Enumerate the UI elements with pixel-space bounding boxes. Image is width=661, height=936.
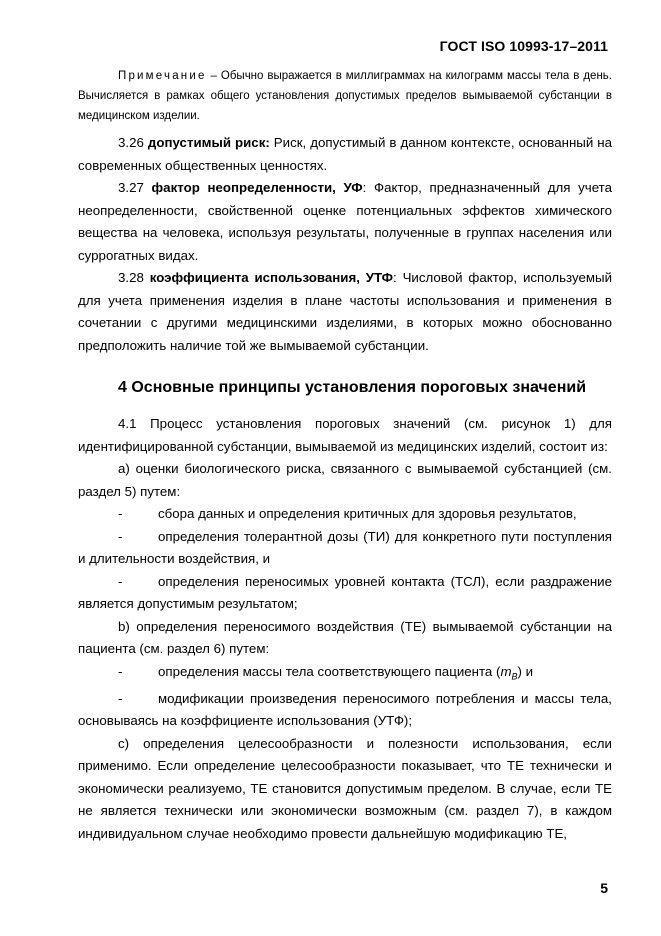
term-name: фактор неопределенности, УФ: [151, 180, 363, 195]
term-3-28: [78, 267, 612, 357]
dash-marker: -: [118, 573, 123, 589]
dash-marker: -: [118, 528, 123, 544]
note-text: – Обычно выражается в миллиграммах на килограмм массы тела в день. Вычисляется в рамках общего установления допустимых пределов вымываемой субстанции в медицинском изделии.: [78, 70, 612, 122]
list-item-text: определения массы тела соответствующего пациента (: [158, 663, 501, 679]
term-3-26: [78, 132, 612, 177]
term-3-27: [78, 177, 612, 267]
list-item: [78, 688, 612, 733]
item-b: b) определения переносимого воздействия (ТЕ) вымываемой субстанции на пациента (см. раздел 6) путем:: [78, 618, 612, 656]
list-item: [78, 661, 612, 688]
paragraph-4-1: 4.1 Процесс установления пороговых значений (см. рисунок 1) для идентифицированной субстанции, вымываемой из медицинских изделий, состоит из:: [78, 416, 612, 454]
term-definition: Риск, допустимый в данном контексте, основанный на современных общественных ценностях.: [78, 135, 613, 173]
list-item: [78, 503, 612, 526]
list-item: [78, 526, 612, 571]
list-item-text: сбора данных и определения критичных для здоровья результатов,: [158, 506, 577, 521]
dash-marker: -: [118, 506, 123, 521]
term-number: 3.28: [118, 270, 150, 285]
page-number: 5: [600, 880, 608, 896]
document-id: ГОСТ ISO 10993-17–2011: [439, 38, 608, 54]
list-item-text: модификации произведения переносимого потребления и массы тела, основываясь на коэффициенте использования (УТФ);: [78, 690, 612, 729]
term-definition: : Фактор, предназначенный для учета неопределенности, свойственной оценке потенциальных эффектов химического вещества на человека, используя результаты, полученные в группах населения или суррогатных видах.: [78, 180, 612, 263]
note-paragraph: [78, 66, 612, 126]
term-name: допустимый риск:: [147, 135, 270, 150]
note-label: Примечание: [118, 70, 207, 82]
item-c: с) определения целесообразности и полезности использования, если применимо. Если определение целесообразности показывает, что ТЕ технически и экономически реализуемо, ТЕ становится допустимым пределом. В случае, если ТЕ не является технически или экономически возможным (см. раздел 7), в каждом индивидуальном случае необходимо провести дальнейшую модификацию ТЕ,: [78, 735, 612, 841]
item-a: а) оценки биологического риска, связанного с вымываемой субстанцией (см. раздел 5) путем:: [78, 461, 612, 499]
variable-m: m: [500, 663, 512, 679]
list-item: [78, 571, 612, 616]
list-item-text: определения толерантной дозы (ТИ) для конкретного пути поступления и длительности воздействия, и: [78, 528, 612, 566]
list-item-text: определения переносимых уровней контакта (ТСЛ), если раздражение является допустимым результатом;: [78, 573, 612, 611]
dash-marker: -: [118, 690, 123, 706]
term-definition: : Числовой фактор, используемый для учета применения изделия в плане частоты использования и применения в сочетании с другими медицинскими изделиями, в которых можно обоснованно предположить наличие той же вымываемой субстанции.: [78, 270, 612, 353]
term-number: 3.26: [118, 135, 148, 150]
section-heading: 4 Основные принципы установления пороговых значений: [118, 379, 587, 396]
variable-subscript: B: [511, 671, 518, 682]
page-body: [78, 66, 612, 845]
list-item-text-end: ) и: [517, 663, 534, 679]
dash-marker: -: [118, 663, 123, 679]
term-number: 3.27: [118, 180, 152, 195]
term-name: коэффициента использования, УТФ: [149, 270, 394, 285]
